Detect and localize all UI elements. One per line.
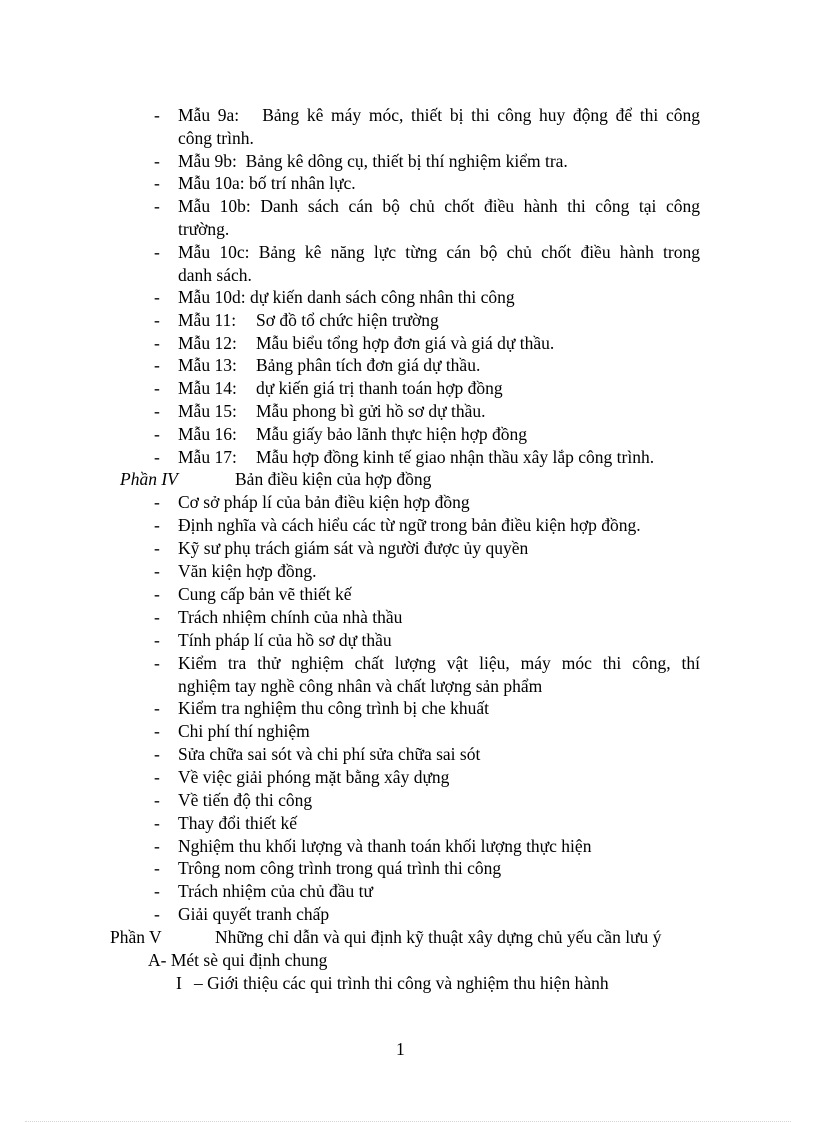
list-item: Nghiệm thu khối lượng và thanh toán khối lượng thực hiện — [178, 836, 592, 856]
part5-subsection-a: A- Mét sè qui định chung — [148, 950, 328, 970]
list-item-continuation: danh sách. — [178, 265, 252, 285]
list-item: Giải quyết tranh chấp — [178, 904, 330, 924]
part4-label: Phần IV — [120, 469, 178, 489]
list-item-continuation: nghiệm tay nghề công nhân và chất lượng sản phẩm — [178, 676, 543, 696]
bullet: - — [154, 242, 160, 262]
bullet: - — [154, 630, 160, 650]
list-item: Kiểm tra nghiệm thu công trình bị che khuất — [178, 698, 490, 718]
bullet: - — [154, 813, 160, 833]
part5-subsection-i: – Giới thiệu các qui trình thi công và nghiệm thu hiện hành — [194, 973, 609, 993]
list-item: Mẫu 10b: Danh sách cán bộ chủ chốt điều hành thi công tại công — [178, 196, 700, 216]
bullet: - — [154, 287, 160, 307]
bullet: - — [154, 538, 160, 558]
bullet: - — [154, 607, 160, 627]
bullet: - — [154, 561, 160, 581]
bullet: - — [154, 333, 160, 353]
list-item: Chi phí thí nghiệm — [178, 721, 310, 741]
bullet: - — [154, 698, 160, 718]
list-item: Thay đổi thiết kế — [178, 813, 298, 833]
bullet: - — [154, 881, 160, 901]
bullet: - — [154, 424, 160, 444]
part5-title: Những chỉ dẫn và qui định kỹ thuật xây dựng chủ yếu cần lưu ý — [215, 927, 662, 947]
list-item: Trách nhiệm của chủ đầu tư — [178, 881, 373, 901]
part4-title: Bản điều kiện của hợp đồng — [235, 469, 432, 489]
bullet: - — [154, 584, 160, 604]
list-item-continuation: trường. — [178, 219, 230, 239]
list-item: Mẫu 10a: bố trí nhân lực. — [178, 173, 356, 193]
list-item: Mẫu 15: Mẫu phong bì gửi hồ sơ dự thầu. — [178, 401, 486, 421]
list-item: Mẫu 16: Mẫu giấy bảo lãnh thực hiện hợp đồng — [178, 424, 527, 444]
bullet: - — [154, 151, 160, 171]
bullet: - — [154, 196, 160, 216]
bullet: - — [154, 858, 160, 878]
list-item: Định nghĩa và cách hiểu các từ ngữ trong bản điều kiện hợp đồng. — [178, 515, 641, 535]
part5-label: Phần V — [110, 927, 162, 947]
bullet: - — [154, 378, 160, 398]
bullet: - — [154, 105, 160, 125]
bullet: - — [154, 310, 160, 330]
bullet: - — [154, 767, 160, 787]
bullet: - — [154, 744, 160, 764]
bullet: - — [154, 173, 160, 193]
list-item: Sửa chữa sai sót và chi phí sửa chữa sai sót — [178, 744, 481, 764]
bullet: - — [154, 492, 160, 512]
list-item: Mẫu 11: Sơ đồ tổ chức hiện trường — [178, 310, 439, 330]
list-item: Kỹ sư phụ trách giám sát và người được ủy quyền — [178, 538, 529, 558]
list-item: Cung cấp bản vẽ thiết kế — [178, 584, 352, 604]
bullet: - — [154, 836, 160, 856]
list-item: Mẫu 14: dự kiến giá trị thanh toán hợp đồng — [178, 378, 503, 398]
bullet: - — [154, 790, 160, 810]
bullet: - — [154, 653, 160, 673]
list-item: Cơ sở pháp lí của bản điều kiện hợp đồng — [178, 492, 470, 512]
bullet: - — [154, 515, 160, 535]
bullet: - — [154, 401, 160, 421]
bullet: - — [154, 721, 160, 741]
bullet: - — [154, 447, 160, 467]
list-item: Mẫu 17: Mẫu hợp đồng kinh tế giao nhận thầu xây lắp công trình. — [178, 447, 655, 467]
list-item: Về tiến độ thi công — [178, 790, 313, 810]
list-item: Mẫu 10c: Bảng kê năng lực từng cán bộ chủ chốt điều hành trong — [178, 242, 700, 262]
list-item: Mẫu 12: Mẫu biểu tổng hợp đơn giá và giá dự thầu. — [178, 333, 555, 353]
list-item: Văn kiện hợp đồng. — [178, 561, 317, 581]
list-item: Về việc giải phóng mặt bằng xây dựng — [178, 767, 450, 787]
list-item: Tính pháp lí của hồ sơ dự thầu — [178, 630, 392, 650]
list-item-continuation: công trình. — [178, 128, 254, 148]
list-item: Kiểm tra thử nghiệm chất lượng vật liệu, máy móc thi công, thí — [178, 653, 700, 673]
bullet: - — [154, 904, 160, 924]
list-item: Mẫu 9a: Bảng kê máy móc, thiết bị thi công huy động để thi công — [178, 105, 701, 125]
bullet: - — [154, 355, 160, 375]
list-item: Mẫu 9b: Bảng kê dông cụ, thiết bị thí nghiệm kiểm tra. — [178, 151, 568, 171]
list-item: Mẫu 13: Bảng phân tích đơn giá dự thầu. — [178, 355, 481, 375]
page-number: 1 — [396, 1039, 405, 1059]
list-item: Mẫu 10d: dự kiến danh sách công nhân thi công — [178, 287, 515, 307]
list-item: Trông nom công trình trong quá trình thi công — [178, 858, 502, 878]
part5-subsection-i-number: I — [176, 973, 182, 993]
list-item: Trách nhiệm chính của nhà thầu — [178, 607, 403, 627]
page-bottom-rule — [25, 1121, 791, 1122]
